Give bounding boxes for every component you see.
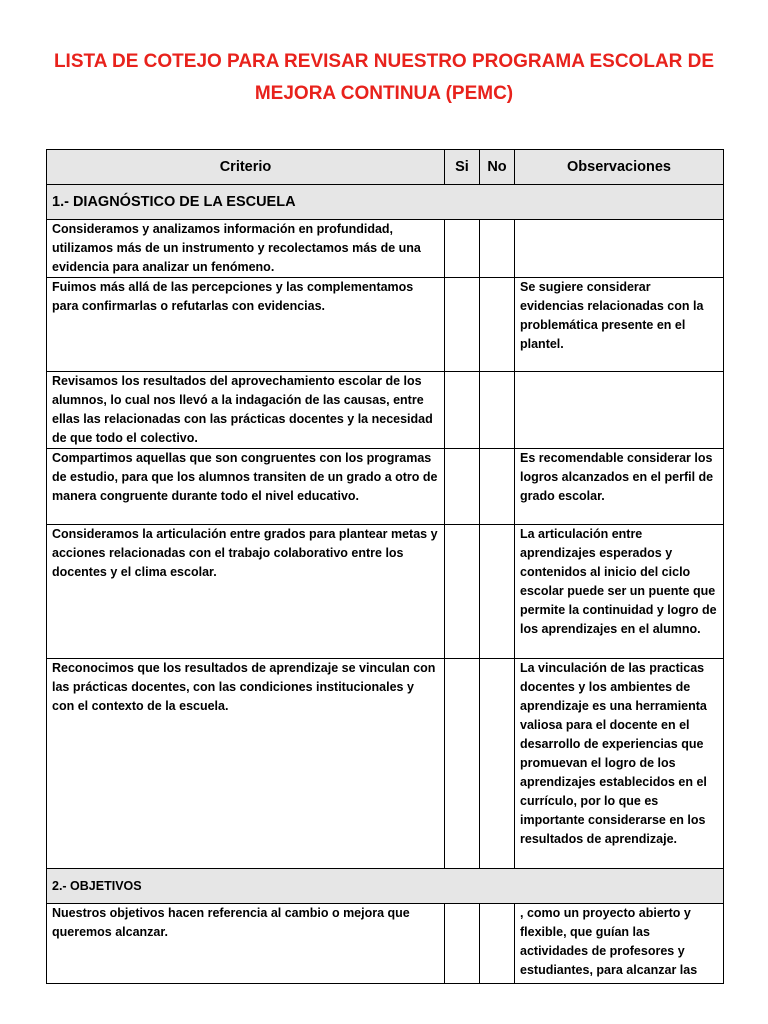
header-no: No <box>480 150 515 185</box>
table-row <box>47 372 724 449</box>
criterio-cell: Revisamos los resultados del aprovechamiento escolar de los alumnos, lo cual nos llevó a la indagación de las causas, entre ellas las relacionadas con las prácticas docentes y la necesidad de que todo el colectivo. <box>47 372 445 449</box>
si-check-cell[interactable] <box>445 659 480 869</box>
table-row <box>47 659 724 869</box>
si-check-cell[interactable] <box>445 525 480 659</box>
title-line-1: LISTA DE COTEJO PARA REVISAR NUESTRO PROGRAMA ESCOLAR DE <box>53 51 715 72</box>
header-criterio: Criterio <box>47 150 445 185</box>
si-check-cell[interactable] <box>445 372 480 449</box>
si-check-cell[interactable] <box>445 220 480 278</box>
si-check-cell[interactable] <box>445 278 480 372</box>
si-check-cell[interactable] <box>445 904 480 984</box>
no-check-cell[interactable] <box>480 659 515 869</box>
observaciones-cell: Es recomendable considerar los logros alcanzados en el perfil de grado escolar. <box>515 449 724 525</box>
criterio-cell: Nuestros objetivos hacen referencia al cambio o mejora que queremos alcanzar. <box>47 904 445 984</box>
table-header-row <box>47 150 724 185</box>
section-row <box>47 185 724 220</box>
criterio-cell: Consideramos la articulación entre grados para plantear metas y acciones relacionadas con el trabajo colaborativo entre los docentes y el clima escolar. <box>47 525 445 659</box>
criterio-cell: Fuimos más allá de las percepciones y las complementamos para confirmarlas o refutarlas con evidencias. <box>47 278 445 372</box>
document-title <box>40 46 728 110</box>
no-check-cell[interactable] <box>480 278 515 372</box>
criterio-cell: Reconocimos que los resultados de aprendizaje se vinculan con las prácticas docentes, con las condiciones institucionales y con el contexto de la escuela. <box>47 659 445 869</box>
si-check-cell[interactable] <box>445 449 480 525</box>
observaciones-cell: La vinculación de las practicas docentes y los ambientes de aprendizaje es una herramienta valiosa para el docente en el desarrollo de experiencias que promuevan el logro de los aprendizajes establecidos en el currículo, por lo que es importante considerarse en los resultados de aprendizaje. <box>515 659 724 869</box>
observaciones-cell <box>515 220 724 278</box>
no-check-cell[interactable] <box>480 449 515 525</box>
table-row <box>47 525 724 659</box>
checklist-table <box>46 149 724 984</box>
no-check-cell[interactable] <box>480 220 515 278</box>
table-row <box>47 220 724 278</box>
table-row <box>47 904 724 984</box>
table-row <box>47 278 724 372</box>
section-objetivos: 2.- OBJETIVOS <box>47 869 724 904</box>
header-observaciones: Observaciones <box>515 150 724 185</box>
no-check-cell[interactable] <box>480 904 515 984</box>
criterio-cell: Consideramos y analizamos información en profundidad, utilizamos más de un instrumento y recolectamos más de una evidencia para analizar un fenómeno. <box>47 220 445 278</box>
observaciones-cell: La articulación entre aprendizajes esperados y contenidos al inicio del ciclo escolar puede ser un puente que permite la continuidad y logro de los aprendizajes en el alumno. <box>515 525 724 659</box>
title-line-2: MEJORA CONTINUA (PEMC) <box>254 83 514 104</box>
table-row <box>47 449 724 525</box>
no-check-cell[interactable] <box>480 372 515 449</box>
header-si: Si <box>445 150 480 185</box>
section-row <box>47 869 724 904</box>
criterio-cell: Compartimos aquellas que son congruentes con los programas de estudio, para que los alumnos transiten de un grado a otro de manera congruente durante todo el nivel educativo. <box>47 449 445 525</box>
no-check-cell[interactable] <box>480 525 515 659</box>
observaciones-cell <box>515 372 724 449</box>
observaciones-cell: , como un proyecto abierto y flexible, que guían las actividades de profesores y estudiantes, para alcanzar las <box>515 904 724 984</box>
observaciones-cell: Se sugiere considerar evidencias relacionadas con la problemática presente en el plantel. <box>515 278 724 372</box>
section-diagnostico: 1.- DIAGNÓSTICO DE LA ESCUELA <box>47 185 724 220</box>
